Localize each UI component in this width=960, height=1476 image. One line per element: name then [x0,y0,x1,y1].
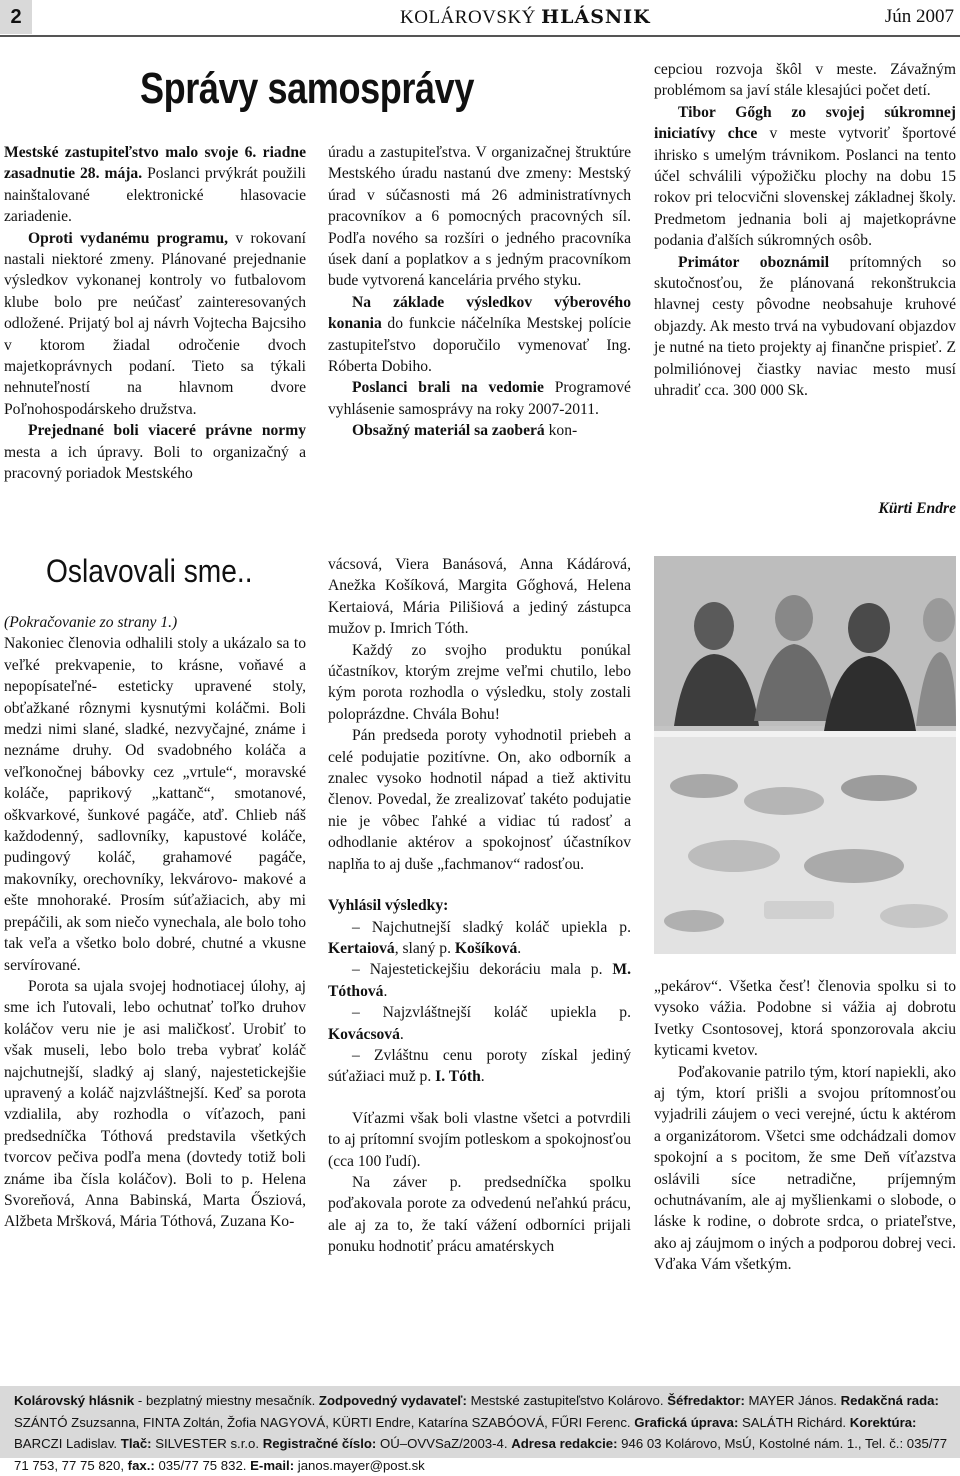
paragraph-text: do funkcie náčelníka Mestskej polície zastupiteľstvo doporučilo vymenovať Ing. Róberta Dobiho. [328,315,631,376]
result-text: – Najzvláštnejší koláč upiekla p. [352,1004,631,1022]
imprint-label: Korektúra: [849,1414,917,1430]
paragraph-text: mesta a ich úpravy. Boli to organizačný a pracovný poriadok Mestského [4,443,306,483]
winner-name: I. Tóth [435,1068,481,1086]
imprint-text: Mestské zastupiteľstvo Kolárovo. [466,1393,668,1408]
continuation-text: (Pokračovanie zo strany 1.) [4,614,178,631]
paragraph: „pekárov“. Všetka česť! členovia spolku si to vysoko vážia. Podobne si vážia aj dobrotu Ivetky Csontosovej, ktorá sponzorovala akciu kyticami kvetov. [654,978,956,1060]
masthead-name: HLÁSNIK [541,6,651,28]
winner-name: Kertaiová [328,939,395,957]
lead-bold: Oproti vydanému programu, [28,229,229,247]
paragraph-text: Poslanci prvýkrát použili nainštalované elektronické hlasovacie zariadenie. [4,165,306,226]
continuation-note [4,612,306,633]
winner-name: Kovácsová [328,1025,400,1043]
lead-bold: Na základe výsledkov výberového konania [328,293,631,333]
photo-illustration [654,556,956,954]
imprint-text: SILVESTER s.r.o. [151,1436,263,1452]
paragraph: Každý zo svojho produktu ponúkal účastníkov, ktorým zrejme veľmi chutilo, lebo kým porota rozhodla o výsledku, stoly zostali poloprázdne. Chvála Bohu! [328,641,631,723]
masthead [400,6,651,29]
paragraph [328,142,631,292]
imprint-label: Redakčná rada: [840,1393,939,1408]
paragraph-text: prítomných so skutočnosťou, že plánovaná rekonštrukcia hlavnej cesty pôvodne neobsahuje kruhové objazdy. Ak mesto trvá na vybudovaní objazdov je nutné na tieto projekty aj finančne prispieť. Z polmiliónovej čiastky naviac mesto musí uhradiť cca. 300 000 Sk. [654,253,957,400]
imprint-label: Šéfredaktor: [667,1393,745,1408]
issue-date: Jún 2007 [884,6,954,27]
imprint-label: Grafická úprava: [634,1414,739,1430]
lead-bold: Mestské zastupiteľstvo malo svoje 6. riadne zasadnutie 28. mája. [4,144,306,183]
paragraph: vácsová, Viera Banásová, Anna Kádárová, Anežka Košíková, Margita Gőghová, Helena Kertaiová, Mária Pilišiová a jediný zástupca mužov p. Imrich Tóth. [328,556,631,638]
imprint-label: Tlač: [120,1436,152,1452]
result-text: – Najestetickejšiu dekoráciu mala p. [352,961,613,979]
imprint-name: Kolárovský hlásnik [14,1393,135,1408]
section-title-spravy: Správy samosprávy [140,64,474,113]
article1-column-2 [328,142,631,442]
header-rule [0,35,960,37]
result-item [328,1045,631,1088]
paragraph-text: úradu a zastupiteľstva. V organizačnej štruktúre Mestského úradu nastanú dve zmeny: Mestský úrad v súčasnosti má 26 administratívnych pracovníkov a 6 pomocných pracovných síl. Podľa nového sa rozšíri o jedného pracovníka úsek daní a poplatkov a s jedným pracovníkom bude vytvorená kancelária prvého styku. [328,144,631,290]
result-text: – Najchutnejší sladký koláč upiekla p. [352,918,631,936]
result-item [328,959,631,1002]
imprint-text: OÚ–OVVSaZ/2003-4. [376,1436,512,1452]
results-heading-text: Vyhlásil výsledky: [328,897,449,915]
result-text: , slaný p. [394,939,455,957]
result-text: . [480,1068,485,1086]
winner-name: M. Tóthová [328,961,631,1000]
paragraph [654,102,956,252]
imprint-text: - bezplatný miestny mesačník. [134,1393,319,1408]
paragraph-text: v rokovaní nastali niektoré zmeny. Plánované prejednanie výsledkov vykonanej kontroly vo futbalovom klube bolo pre neúčasť zainteresovaných odložené. Prijatý bol aj návrh Vojtecha Bajcsiho v ktorom žiadal odročenie dvoch majetkoprávnych podaní. Tieto sa týkali nehnuteľností na hlavnom dvore Poľnohospodárskeho družstva. [4,229,306,418]
paragraph [654,59,956,102]
lead-bold: Tibor Gőgh zo svojej súkromnej iniciatívy chce [654,103,956,143]
paragraph-text: Programové vyhlásenie samosprávy na roky 2007-2011. [328,379,631,418]
imprint-label: Adresa redakcie: [511,1436,618,1452]
lead-bold: Prejednané boli viaceré právne normy [28,422,306,440]
paragraph: Nakoniec členovia odhalili stoly a ukázalo sa to veľké prekvapenie, to krásne, voňavé a nepopísateľné- esteticky upravené stoly, obťažkané rôznymi kysnutými koláčmi. Boli medzi nimi slané, sladké, nezvyčajné, známe i neznáme druhy. Od svadobného koláča a veľkonočnej bábovky cez „vrtule“, moravské koláče, paprikový „kattanč“, smotanové, oškvarkové, šunkové pagáče, atď. Chlieb náš každodenný, sadlovníky, kapustové koláče, pudingový koláč, grahamové pagáče, makovníky, orechovníky, lekvárovo- makové a ešte mnohoraké. Prosím súťažiacich, aby mi prepáčili, ak som niečo vynechala, ale bolo toho tak veľa a všetko bolo dobré, chutné a vkusne servírované. [4,635,306,974]
paragraph-text: v meste vytvoriť športové ihrisko s umelým trávnikom. Poslanci na tento účel schválili výpožičku plochy na dobu 15 rokov pri telocvični slovenskej základnej školy. Predmetom jednania boli aj majetkoprávne podania ďalších súkromných osôb. [654,125,956,250]
imprint-text: SALÁTH Richárd. [738,1414,850,1430]
imprint-label: fax.: [127,1457,155,1473]
imprint [14,1390,948,1476]
article2-column-1 [4,612,306,1233]
imprint-text: 946 03 Kolárovo, MsÚ, Kostolné nám. 1., Tel. č.: 035/77 71 753, 77 75 820, [14,1436,948,1473]
lead-bold: Obsažný materiál sa zaoberá [352,422,545,440]
masthead-prefix: KOLÁROVSKÝ [400,7,536,28]
paragraph-text: cepciou rozvoja škôl v meste. Závažným problémom sa javí stále klesajúci počet detí. [654,61,956,100]
paragraph: Pán predseda poroty vyhodnotil priebeh a celé podujatie pozitívne. On, ako odborník a znalec vysoko hodnotil nápad a tiež aktivitu členov. Povedal, že zrealizovať takéto podujatie nie je vôbec ľahké a vidiac tú radosť a odhodlanie aktérov a spokojnosť účastníkov naplňa to aj duše „fachmanov“ radosťou. [328,727,631,873]
imprint-text: SZÁNTÓ Zsuzsanna, FINTA Zoltán, Žofia NAGYOVÁ, KÜRTI Endre, Katarína SZABÓOVÁ, FŰRI Ferenc. [14,1414,635,1430]
paragraph: Porota sa ujala svojej hodnotiacej úlohy, aj sme ich ľutovali, lebo ochutnať toľko druhov koláčov veru nie je asi maličkosť. Urobiť to však museli, lebo bolo treba vybrať koláč najchutnejší, sladký aj slaný, najestetickejšie upravený a koláč najzvláštnejší. Keď sa porota vzdialila, aby rozhodla o víťazoch, pani predsedníčka Tóthová predstavila všetkých tvorcov pečiva podľa mena (dovtedy totiž boli známe iba čísla koláčov). Boli to p. Helena Svoreňová, Anna Babinská, Marta Ősziová, Alžbeta Mršková, Mária Tóthová, Zuzana Ko- [4,977,306,1231]
winner-name: Košíková [454,939,518,957]
author-byline: Kürti Endre [878,500,956,517]
imprint-text: 035/77 75 832. [154,1457,251,1473]
article1-column-3 [654,59,956,402]
imprint-label: E-mail: [250,1457,295,1473]
event-photo [654,556,956,954]
result-item [328,1002,631,1045]
page-number: 2 [0,0,32,34]
results-heading [328,895,631,916]
paragraph [4,228,306,421]
result-text: . [399,1025,404,1043]
paragraph-text: kon- [544,422,578,440]
paragraph: Poďakovanie patrilo tým, ktorí napiekli, ako aj tým, ktorí prišli a svojou prítomnosťou vyjadrili záujem o veci verejné, úctu k aktérom a organizátorom. Všetci sme odchádzali domov spokojní a s pocitom, že sme Deň víťazstva oslávili síce netradične, príjemným ochutnávaním, ale aj myšlienkami o slobode, o láske k rodine, o dobrote srdca, o priateľstve, ako aj záujmom o iných a podporou dobrej veci. Vďaka Vám všetkým. [654,1063,956,1274]
paragraph: Na záver p. predsedníčka spolku poďakovala porote za odvedenú neľahkú prácu, ale aj za to, že takí vážení odborníci prijali ponuku hodnotiť prácu amatérskych [328,1173,631,1256]
paragraph [654,252,956,402]
paragraph [328,377,631,420]
lead-bold: Primátor oboznámil [678,253,830,271]
section-title-oslavovali: Oslavovali sme.. [46,553,253,589]
article2-column-3 [654,976,956,1276]
paragraph [4,420,306,484]
imprint-text: BARCZI Ladislav. [14,1436,121,1452]
imprint-label: Registračné číslo: [262,1436,377,1452]
result-text: – Zvláštnu cenu poroty získal jediný súťažiaci muž p. [328,1046,631,1086]
result-text: . [383,982,388,1000]
article2-column-2 [328,554,631,1258]
imprint-text: MAYER János. [744,1393,837,1408]
paragraph: Víťazmi však boli vlastne všetci a potvrdili to aj prítomní svojím potleskom a spokojnosťou (cca 100 ľudí). [328,1109,631,1170]
imprint-label: Zodpovedný vydavateľ: [318,1393,467,1408]
paragraph [328,292,631,378]
lead-bold: Poslanci brali na vedomie [352,379,544,397]
result-text: . [517,939,522,957]
email-link[interactable]: janos.mayer@post.sk [294,1457,425,1473]
result-item [328,917,631,960]
paragraph [328,420,631,441]
article1-column-1 [4,142,306,485]
paragraph [4,142,306,228]
